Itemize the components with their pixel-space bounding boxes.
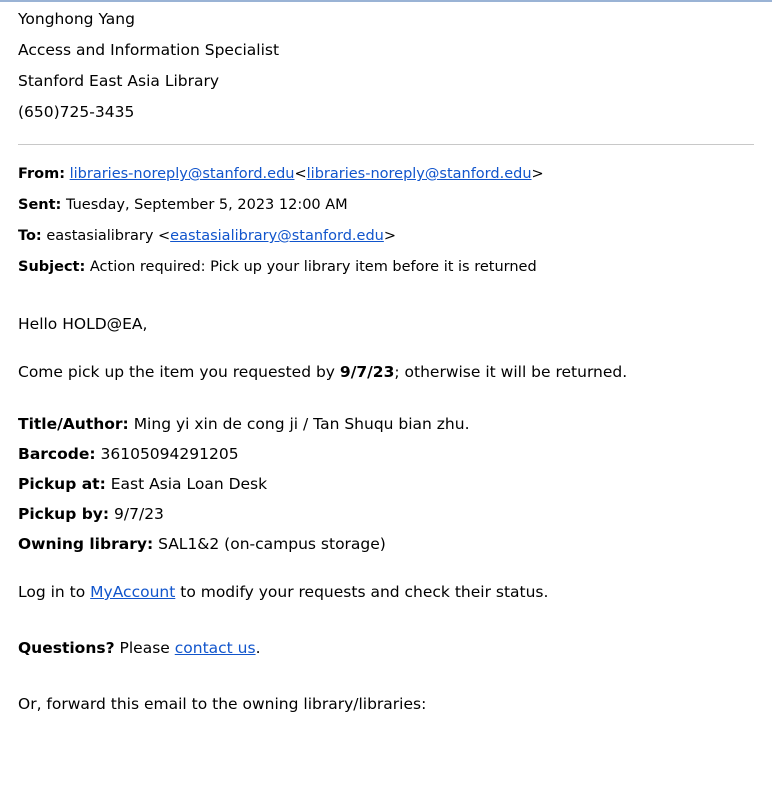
to-bracket-close: > bbox=[383, 228, 397, 244]
email-header-subject bbox=[18, 252, 754, 283]
email-header-from bbox=[18, 159, 754, 190]
email-header-sent bbox=[18, 190, 754, 221]
pickup-notice bbox=[18, 357, 754, 387]
detail-pickup-by bbox=[18, 499, 754, 529]
subject-value: Action required: Pick up your library item before it is returned bbox=[89, 259, 537, 275]
from-name-link[interactable]: libraries-noreply@stanford.edu bbox=[69, 166, 295, 182]
login-text-pre: Log in to bbox=[18, 583, 91, 601]
login-text-post: to modify your requests and check their status. bbox=[175, 583, 549, 601]
sent-value: Tuesday, September 5, 2023 12:00 AM bbox=[65, 197, 348, 213]
detail-value-owning-library: SAL1&2 (on-campus storage) bbox=[158, 535, 386, 553]
notice-text-pre: Come pick up the item you requested by bbox=[18, 363, 340, 381]
email-header-to bbox=[18, 221, 754, 252]
header-divider bbox=[18, 144, 754, 145]
from-email-link[interactable]: libraries-noreply@stanford.edu bbox=[306, 166, 532, 182]
signature-role: Access and Information Specialist bbox=[18, 41, 280, 59]
questions-text-post: . bbox=[255, 639, 261, 657]
from-bracket-close: > bbox=[531, 166, 544, 182]
from-bracket-open: < bbox=[294, 166, 307, 182]
detail-value-title-author: Ming yi xin de cong ji / Tan Shuqu bian zhu. bbox=[133, 415, 470, 433]
forward-line: Or, forward this email to the owning library/libraries: bbox=[18, 695, 427, 713]
detail-label-pickup-at: Pickup at: bbox=[18, 475, 106, 493]
spacer-after-greeting bbox=[18, 339, 754, 357]
questions-label: Questions? bbox=[18, 639, 115, 657]
myaccount-link[interactable]: MyAccount bbox=[90, 583, 176, 601]
detail-label-pickup-by: Pickup by: bbox=[18, 505, 110, 523]
to-email-link[interactable]: eastasialibrary@stanford.edu bbox=[170, 228, 384, 244]
spacer-after-details bbox=[18, 559, 754, 577]
detail-value-pickup-at: East Asia Loan Desk bbox=[110, 475, 268, 493]
detail-title-author bbox=[18, 409, 754, 439]
detail-label-title-author: Title/Author: bbox=[18, 415, 129, 433]
top-divider bbox=[0, 0, 772, 2]
to-label: To: bbox=[18, 228, 42, 244]
to-bracket-open: < bbox=[158, 228, 171, 244]
greeting-line: Hello HOLD@EA, bbox=[18, 315, 148, 333]
questions-text-pre: Please bbox=[114, 639, 175, 657]
signature-phone: (650)725-3435 bbox=[18, 103, 135, 121]
signature-block bbox=[18, 0, 754, 128]
spacer-after-headers bbox=[18, 283, 754, 309]
signature-org: Stanford East Asia Library bbox=[18, 72, 220, 90]
item-details bbox=[18, 409, 754, 559]
detail-value-barcode: 36105094291205 bbox=[100, 445, 239, 463]
signature-name: Yonghong Yang bbox=[18, 10, 135, 28]
contact-us-link[interactable]: contact us bbox=[174, 639, 256, 657]
detail-label-owning-library: Owning library: bbox=[18, 535, 154, 553]
spacer-before-forward bbox=[18, 663, 754, 689]
subject-label: Subject: bbox=[18, 259, 86, 275]
from-label: From: bbox=[18, 166, 65, 182]
notice-due-date: 9/7/23 bbox=[339, 363, 395, 381]
myaccount-line bbox=[18, 577, 754, 607]
detail-pickup-at bbox=[18, 469, 754, 499]
detail-barcode bbox=[18, 439, 754, 469]
to-name: eastasialibrary bbox=[46, 228, 154, 244]
detail-owning-library bbox=[18, 529, 754, 559]
spacer-before-questions bbox=[18, 607, 754, 633]
sent-label: Sent: bbox=[18, 197, 62, 213]
detail-value-pickup-by: 9/7/23 bbox=[114, 505, 164, 523]
questions-line bbox=[18, 633, 754, 663]
notice-text-post: ; otherwise it will be returned. bbox=[394, 363, 628, 381]
detail-label-barcode: Barcode: bbox=[18, 445, 96, 463]
